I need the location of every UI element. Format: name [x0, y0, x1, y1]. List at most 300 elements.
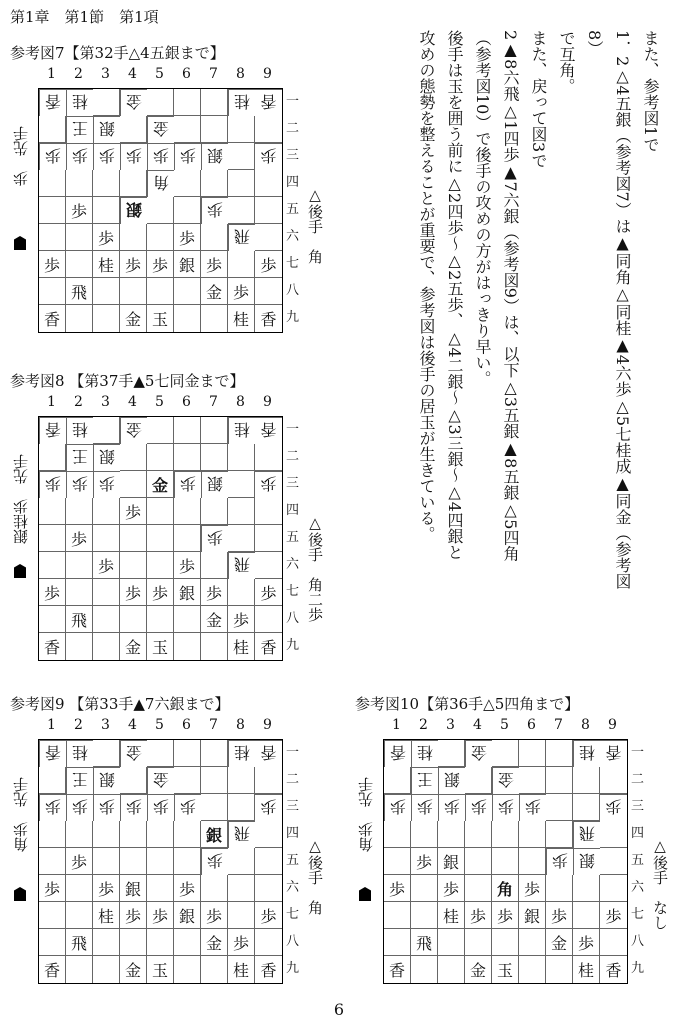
board-piece: 銀 [120, 875, 147, 902]
sente-mark-icon [359, 887, 371, 901]
file-label: 5 [155, 394, 164, 410]
board-piece: 金 [147, 471, 174, 498]
file-label: 5 [500, 717, 509, 733]
board-square [438, 929, 465, 956]
board-square [174, 89, 201, 116]
board-piece: 飛 [66, 606, 93, 633]
board-square [66, 498, 93, 525]
file-label: 1 [47, 394, 56, 410]
board-square [174, 633, 201, 660]
sente-hand: 角歩 先手 [12, 777, 30, 852]
file-label: 3 [101, 66, 110, 82]
board-piece: 桂 [438, 902, 465, 929]
board-square [600, 848, 627, 875]
board-square [174, 848, 201, 875]
board-square [492, 929, 519, 956]
board-piece: 玉 [492, 956, 519, 983]
file-label: 8 [581, 717, 590, 733]
rank-label: 一 [286, 745, 300, 760]
board-square [93, 525, 120, 552]
board-square [174, 606, 201, 633]
board-piece: 桂 [66, 417, 93, 444]
board-piece: 歩 [147, 251, 174, 278]
file-label: 1 [47, 717, 56, 733]
board-square [66, 251, 93, 278]
rank-label: 六 [286, 880, 300, 895]
board-piece: 金 [546, 929, 573, 956]
board-square [39, 902, 66, 929]
body-line: 攻めの態勢を整えることが重要で、参考図は後手の居玉が生きている。 [417, 30, 436, 542]
board-piece: 銀 [93, 767, 120, 794]
board-piece: 歩 [201, 251, 228, 278]
file-label: 8 [236, 394, 245, 410]
file-labels [383, 717, 626, 737]
board-piece: 飛 [66, 929, 93, 956]
board-square [411, 875, 438, 902]
board-piece: 金 [120, 740, 147, 767]
board-square [228, 794, 255, 821]
board-square [147, 552, 174, 579]
page-number: 6 [333, 1000, 345, 1019]
board-square [600, 875, 627, 902]
diagram-caption: 参考図7【第32手△4五銀まで】 [10, 44, 225, 62]
shogi-board [383, 739, 628, 984]
board-piece: 香 [39, 417, 66, 444]
board-piece: 歩 [255, 794, 282, 821]
board-square [120, 525, 147, 552]
board-piece: 歩 [66, 794, 93, 821]
board-square [201, 170, 228, 197]
board-piece: 歩 [201, 197, 228, 224]
board-square [201, 89, 228, 116]
diagram-caption: 参考図10【第36手△5四角まで】 [355, 695, 580, 713]
board-square [201, 956, 228, 983]
file-label: 3 [101, 717, 110, 733]
shogi-diagram [10, 394, 340, 669]
board-square [600, 767, 627, 794]
board-piece: 桂 [228, 417, 255, 444]
shogi-diagram [355, 717, 675, 992]
rank-label: 三 [286, 148, 300, 163]
file-labels [38, 394, 281, 414]
body-line: また、参考図1で [641, 30, 660, 153]
gote-hand: △後手 角二歩 [306, 514, 324, 622]
board-square [255, 444, 282, 471]
board-piece: 桂 [411, 740, 438, 767]
board-piece: 桂 [228, 633, 255, 660]
board-square [228, 498, 255, 525]
board-piece: 香 [260, 310, 277, 329]
board-square [120, 821, 147, 848]
board-piece: 飛 [228, 224, 255, 251]
board-square [39, 552, 66, 579]
board-square [120, 278, 147, 305]
board-square [438, 740, 465, 767]
board-square [174, 767, 201, 794]
file-label: 6 [182, 717, 191, 733]
board-square [93, 956, 120, 983]
board-piece: 銀 [573, 848, 600, 875]
rank-label: 一 [631, 745, 645, 760]
board-square [120, 116, 147, 143]
board-piece: 金 [201, 929, 228, 956]
file-label: 5 [155, 717, 164, 733]
board-piece: 歩 [174, 794, 201, 821]
gote-hand: △後手 角 [306, 837, 324, 915]
board-square [93, 417, 120, 444]
board-piece: 歩 [120, 251, 147, 278]
rank-label: 六 [286, 229, 300, 244]
board-piece: 金 [201, 606, 228, 633]
board-piece: 金 [147, 767, 174, 794]
board-piece: 銀 [174, 579, 201, 606]
board-square [147, 498, 174, 525]
board-square [147, 278, 174, 305]
board-piece: 歩 [39, 251, 66, 278]
board-square [255, 848, 282, 875]
board-piece: 歩 [546, 848, 573, 875]
board-piece: 歩 [519, 794, 546, 821]
shogi-board [38, 88, 283, 333]
board-piece: 銀 [174, 251, 201, 278]
board-piece: 香 [39, 89, 66, 116]
rank-label: 四 [286, 175, 300, 190]
board-piece: 桂 [66, 89, 93, 116]
file-label: 1 [47, 66, 56, 82]
rank-label: 二 [631, 772, 645, 787]
board-square [201, 417, 228, 444]
board-square [39, 498, 66, 525]
board-piece: 歩 [147, 794, 174, 821]
board-square [120, 848, 147, 875]
board-piece: 金 [465, 956, 492, 983]
rank-label: 四 [631, 826, 645, 841]
board-piece: 桂 [228, 956, 255, 983]
board-square [39, 848, 66, 875]
board-piece: 歩 [174, 143, 201, 170]
board-square [228, 579, 255, 606]
board-piece: 香 [255, 89, 282, 116]
board-piece: 歩 [519, 875, 546, 902]
board-square [66, 224, 93, 251]
rank-label: 六 [631, 880, 645, 895]
board-square [228, 767, 255, 794]
sente-hand: 角歩 先手 [357, 777, 375, 852]
board-square [174, 956, 201, 983]
board-square [546, 821, 573, 848]
board-square [147, 606, 174, 633]
file-label: 4 [128, 66, 137, 82]
board-square [228, 116, 255, 143]
board-square [411, 821, 438, 848]
body-line: また、戻って図3で [529, 30, 548, 169]
shogi-board [38, 739, 283, 984]
rank-label: 二 [286, 772, 300, 787]
board-square [465, 848, 492, 875]
board-square [66, 579, 93, 606]
board-piece: 歩 [384, 875, 411, 902]
board-square [600, 821, 627, 848]
file-label: 3 [446, 717, 455, 733]
board-piece: 歩 [147, 143, 174, 170]
board-square [519, 740, 546, 767]
board-piece: 歩 [93, 471, 120, 498]
board-piece: 飛 [66, 278, 93, 305]
diagram-caption: 参考図9 【第33手▲7六銀まで】 [10, 695, 230, 713]
board-piece: 銀 [438, 767, 465, 794]
rank-label: 八 [286, 934, 300, 949]
board-piece: 香 [384, 956, 411, 983]
board-square [492, 821, 519, 848]
board-square [255, 170, 282, 197]
board-piece: 香 [600, 740, 627, 767]
board-square [255, 552, 282, 579]
rank-label: 四 [286, 503, 300, 518]
board-square [39, 444, 66, 471]
board-square [201, 116, 228, 143]
board-piece: 歩 [228, 278, 255, 305]
file-label: 7 [209, 717, 218, 733]
board-piece: 銀 [174, 902, 201, 929]
board-piece: 金 [201, 278, 228, 305]
board-square [384, 902, 411, 929]
board-square [66, 875, 93, 902]
rank-label: 七 [286, 907, 300, 922]
file-label: 4 [128, 394, 137, 410]
board-piece: 香 [39, 956, 66, 983]
board-square [93, 821, 120, 848]
board-square [174, 929, 201, 956]
board-square [93, 740, 120, 767]
board-piece: 香 [39, 740, 66, 767]
board-piece: 歩 [255, 143, 282, 170]
board-piece: 銀 [201, 821, 228, 848]
file-label: 5 [155, 66, 164, 82]
board-piece: 歩 [66, 471, 93, 498]
board-piece: 香 [255, 740, 282, 767]
shogi-board [38, 416, 283, 661]
board-square [93, 305, 120, 332]
board-square [255, 821, 282, 848]
board-square [255, 224, 282, 251]
file-label: 2 [419, 717, 428, 733]
board-piece: 香 [255, 417, 282, 444]
board-piece: 歩 [93, 794, 120, 821]
file-label: 9 [263, 717, 272, 733]
board-piece: 香 [39, 633, 66, 660]
rank-label: 八 [286, 611, 300, 626]
board-piece: 歩 [255, 902, 282, 929]
board-square [255, 498, 282, 525]
board-square [147, 875, 174, 902]
board-square [201, 767, 228, 794]
board-square [120, 224, 147, 251]
file-label: 9 [263, 66, 272, 82]
file-label: 3 [101, 394, 110, 410]
board-square [174, 740, 201, 767]
board-piece: 銀 [120, 197, 147, 224]
board-piece: 歩 [66, 525, 93, 552]
board-square [39, 278, 66, 305]
rank-label: 九 [631, 961, 645, 976]
board-piece: 桂 [66, 740, 93, 767]
board-piece: 歩 [201, 848, 228, 875]
board-piece: 桂 [228, 89, 255, 116]
gote-hand: △後手 なし [651, 837, 669, 930]
board-piece: 歩 [93, 552, 120, 579]
body-line: 後手は玉を囲う前に△2四歩～△2五歩、△4二銀～△3三銀～△4四銀と [445, 30, 464, 560]
board-square [573, 875, 600, 902]
board-piece: 香 [260, 638, 277, 657]
rank-label: 五 [631, 853, 645, 868]
board-square [174, 498, 201, 525]
rank-label: 九 [286, 310, 300, 325]
board-square [228, 902, 255, 929]
board-square [228, 471, 255, 498]
board-square [201, 633, 228, 660]
board-piece: 歩 [438, 875, 465, 902]
board-square [255, 278, 282, 305]
board-square [93, 197, 120, 224]
board-square [255, 875, 282, 902]
rank-label: 七 [286, 256, 300, 271]
rank-label: 三 [286, 799, 300, 814]
rank-label: 六 [286, 557, 300, 572]
board-square [39, 116, 66, 143]
board-square [201, 444, 228, 471]
board-square [384, 767, 411, 794]
board-piece: 銀 [519, 902, 546, 929]
board-piece: 桂 [228, 305, 255, 332]
rank-label: 三 [286, 476, 300, 491]
board-square [519, 848, 546, 875]
board-square [174, 821, 201, 848]
board-square [201, 552, 228, 579]
board-square [255, 197, 282, 224]
board-square [228, 444, 255, 471]
board-square [174, 444, 201, 471]
board-square [147, 224, 174, 251]
board-square [573, 902, 600, 929]
board-piece: 歩 [600, 794, 627, 821]
board-square [255, 606, 282, 633]
board-piece: 玉 [147, 305, 174, 332]
board-square [255, 929, 282, 956]
board-square [174, 197, 201, 224]
board-piece: 歩 [174, 875, 201, 902]
board-square [201, 740, 228, 767]
board-piece: 歩 [66, 848, 93, 875]
board-square [120, 471, 147, 498]
sente-hand: 歩 先手 [12, 126, 30, 186]
board-square [573, 767, 600, 794]
page-header: 第1章 第1節 第1項 [10, 8, 159, 26]
board-square [66, 902, 93, 929]
board-piece: 金 [492, 767, 519, 794]
board-piece: 歩 [120, 902, 147, 929]
sente-mark-icon [14, 564, 26, 578]
board-square [93, 278, 120, 305]
board-square [600, 929, 627, 956]
board-piece: 歩 [147, 902, 174, 929]
board-square [546, 875, 573, 902]
file-label: 9 [263, 394, 272, 410]
file-label: 4 [473, 717, 482, 733]
board-square [411, 902, 438, 929]
board-square [546, 956, 573, 983]
board-piece: 銀 [201, 143, 228, 170]
file-label: 7 [209, 394, 218, 410]
board-square [120, 767, 147, 794]
shogi-diagram [10, 66, 340, 341]
board-piece: 歩 [573, 929, 600, 956]
board-square [228, 197, 255, 224]
rank-label: 八 [631, 934, 645, 949]
board-piece: 金 [120, 956, 147, 983]
board-piece: 香 [39, 305, 66, 332]
board-piece: 歩 [201, 902, 228, 929]
board-square [384, 821, 411, 848]
board-square [519, 767, 546, 794]
board-piece: 桂 [573, 956, 600, 983]
board-piece: 桂 [573, 740, 600, 767]
board-square [174, 305, 201, 332]
board-square [411, 956, 438, 983]
body-line: （参考図10）で後手の攻めの方がはっきり早い。 [473, 30, 492, 387]
board-square [465, 875, 492, 902]
board-square [228, 848, 255, 875]
sente-mark-icon [14, 236, 26, 250]
board-square [120, 929, 147, 956]
board-piece: 金 [120, 305, 147, 332]
file-label: 6 [182, 394, 191, 410]
board-piece: 飛 [573, 821, 600, 848]
board-square [147, 929, 174, 956]
board-square [519, 929, 546, 956]
board-square [120, 170, 147, 197]
board-square [147, 444, 174, 471]
rank-label: 二 [286, 121, 300, 136]
board-piece: 香 [605, 961, 622, 980]
board-square [174, 278, 201, 305]
rank-label: 一 [286, 94, 300, 109]
board-square [147, 740, 174, 767]
board-piece: 銀 [438, 848, 465, 875]
board-piece: 金 [147, 116, 174, 143]
gote-hand: △後手 角 [306, 186, 324, 264]
file-label: 8 [236, 66, 245, 82]
file-label: 2 [74, 717, 83, 733]
board-square [228, 143, 255, 170]
file-labels [38, 66, 281, 86]
board-square [174, 417, 201, 444]
board-piece: 歩 [66, 197, 93, 224]
board-piece: 歩 [120, 143, 147, 170]
rank-label: 九 [286, 961, 300, 976]
file-label: 7 [209, 66, 218, 82]
rank-label: 五 [286, 853, 300, 868]
board-piece: 歩 [384, 794, 411, 821]
board-piece: 桂 [93, 251, 120, 278]
board-piece: 金 [120, 417, 147, 444]
board-piece: 歩 [120, 498, 147, 525]
board-piece: 歩 [438, 794, 465, 821]
board-square [546, 740, 573, 767]
board-square [465, 767, 492, 794]
board-square [66, 821, 93, 848]
board-square [147, 417, 174, 444]
shogi-diagram [10, 717, 340, 992]
